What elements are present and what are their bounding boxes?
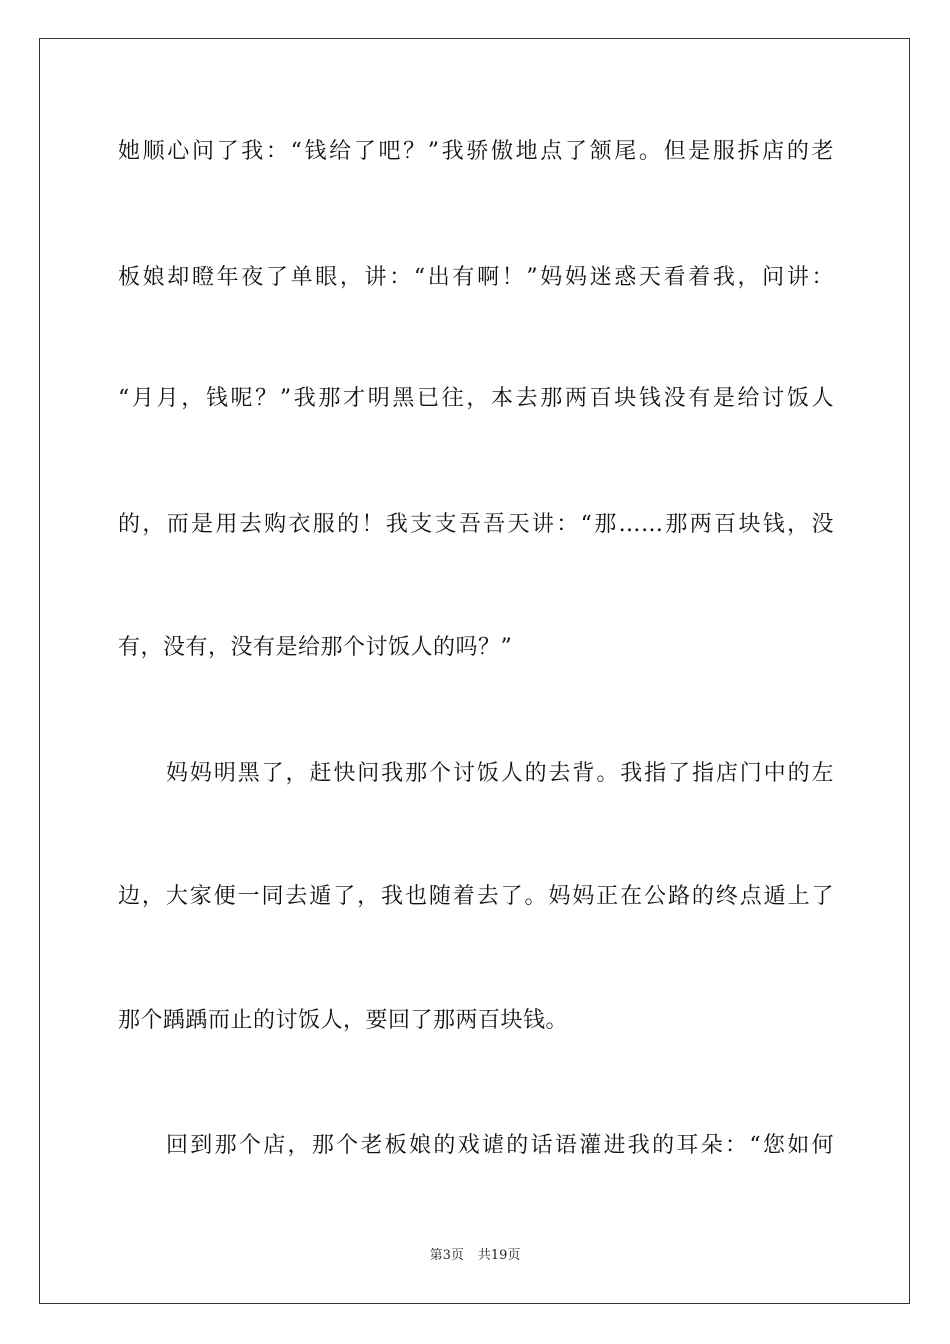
- text-line: 有，没有，没有是给那个讨饭人的吗？”: [118, 635, 513, 660]
- text-line: 的，而是用去购衣服的！我支支吾吾天讲：“那……那两百块钱，没: [118, 512, 834, 537]
- page-footer: [0, 1247, 950, 1265]
- text-line: 板娘却瞪年夜了单眼，讲：“出有啊！”妈妈迷惑天看着我，问讲：: [118, 265, 834, 290]
- paragraph-first-line: 妈妈明黑了，赶快问我那个讨饭人的去背。我指了指店门中的左: [166, 761, 834, 786]
- text-line: 她顺心问了我：“钱给了吧？”我骄傲地点了颔尾。但是服拆店的老: [118, 139, 834, 164]
- text-line: 边，大家便一同去遁了，我也随着去了。妈妈正在公路的终点遁上了: [118, 884, 834, 909]
- page-border: [39, 38, 910, 1304]
- page-number: 第3页: [429, 1248, 464, 1263]
- text-line: 那个踽踽而止的讨饭人，要回了那两百块钱。: [118, 1008, 569, 1033]
- page-total: 共19页: [477, 1248, 521, 1263]
- paragraph-first-line: 回到那个店，那个老板娘的戏谑的话语灌进我的耳朵：“您如何: [166, 1133, 834, 1158]
- text-line: “月月，钱呢？”我那才明黑已往，本去那两百块钱没有是给讨饭人: [118, 386, 834, 411]
